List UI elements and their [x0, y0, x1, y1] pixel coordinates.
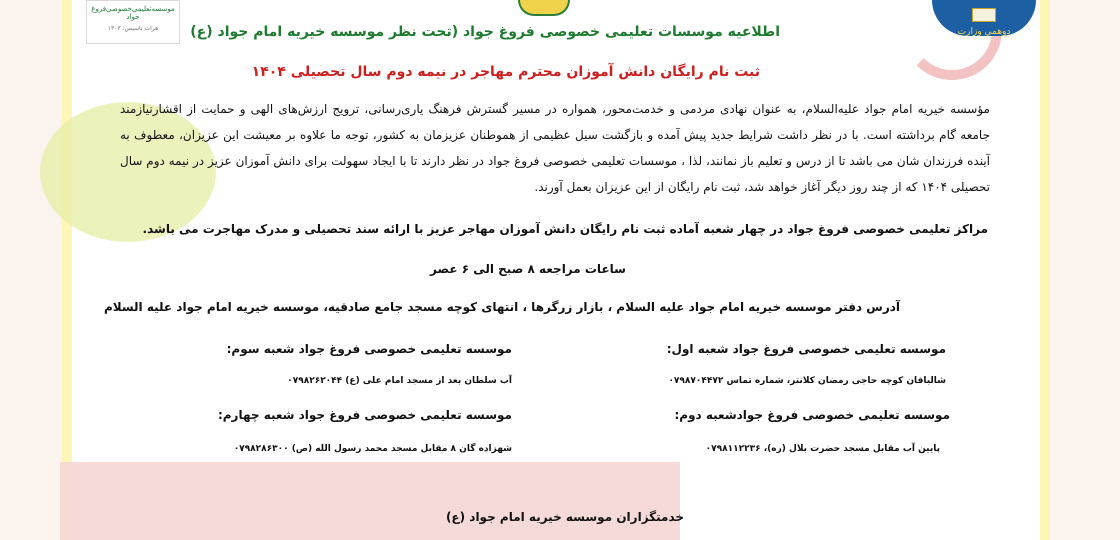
- branch-1-title: موسسه تعلیمی خصوصی فروغ جواد شعبه اول:: [666, 342, 946, 356]
- centers-line: مراکز تعلیمی خصوصی فروغ جواد در چهار شعبه آماده ثبت نام رایگان دانش آموزان مهاجر عزیز با ارائه سند تحصیلی و مدرک مهاجرت می باشد.: [142, 222, 988, 236]
- branch-4-title: موسسه تعلیمی خصوصی فروغ جواد شعبه چهارم:: [217, 408, 512, 422]
- branch-1-address: شالبافان کوچه حاجی رمضان کلانتر، شماره تماس ۰۷۹۸۷۰۴۴۷۲: [668, 376, 946, 386]
- registration-title: ثبت نام رایگان دانش آموزان محترم مهاجر در نیمه دوم سال تحصیلی ۱۴۰۴: [251, 64, 760, 80]
- branch-3-address: آب سلطان بعد از مسجد امام علی (ع) ۰۷۹۸۲۶۲۰۴۴: [287, 376, 512, 386]
- branch-3-title: موسسه تعلیمی خصوصی فروغ جواد شعبه سوم:: [226, 342, 512, 356]
- ministry-logo: دوهمي وزارت: [932, 0, 1036, 36]
- office-address-line: آدرس دفتر موسسه خیریه امام جواد علیه السلام ، بازار زرگرها ، انتهای کوچه مسجد جامع صادقیه، موسسه خیریه امام جواد علیه السلام: [103, 300, 900, 314]
- branch-2-address: پایین آب مقابل مسجد حضرت بلال (ره)، ۰۷۹۸۱۱۲۲۳۶: [705, 444, 940, 454]
- branch-4-address: شهزاده گان ۸ مقابل مسجد محمد رسول الله (ص) ۰۷۹۸۲۸۶۳۰۰: [233, 444, 512, 454]
- decorative-pink-band: [60, 462, 680, 540]
- intro-paragraph: مؤسسه خیریه امام جواد علیه‌السلام، به عنوان نهادی مردمی و خدمت‌محور، همواره در مسیر گسترش فرهنگ یاری‌رسانی، ترویج ارزش‌های الهی و حمایت از اقشارنیازمند جامعه گام برداشته است. با در نظر داشت شرایط جدید پیش آمده و بازگشت سیل عظیمی از هموطنان عزیزمان به کشور، توجه ما علاوه بر معیشت این عزیزان، معطوف به آینده فرزندان شان می باشد تا از درس و تعلیم باز نمانند، لذا ، موسسات تعلیمی خصوصی فروغ جواد در نظر دارند تا با ایجاد سهولت برای دانش آموزان عزیز در نیمه دوم سال تحصیلی ۱۴۰۴ که از چند روز دیگر آغاز خواهد شد، ثبت نام رایگان از این عزیزان بعمل آورند.: [120, 102, 990, 194]
- hours-line: ساعات مراجعه ۸ صبح الی ۶ عصر: [430, 262, 626, 276]
- foroogh-javad-logo: موسسه‌تعلیمی‌خصوصی‌فروغ جواد هرات تاسیس: ۱۴۰۳: [86, 0, 180, 44]
- announcement-title: اطلاعیه موسسات تعلیمی خصوصی فروغ جواد (تحت نظر موسسه خیریه امام جواد (ع): [190, 24, 780, 40]
- footer-signature: خدمتگزاران موسسه خیریه امام جواد (ع): [445, 510, 685, 524]
- book-icon: [972, 8, 996, 22]
- emblem-logo: [518, 0, 570, 16]
- branch-2-title: موسسه تعلیمی خصوصی فروغ جوادشعبه دوم:: [674, 408, 950, 422]
